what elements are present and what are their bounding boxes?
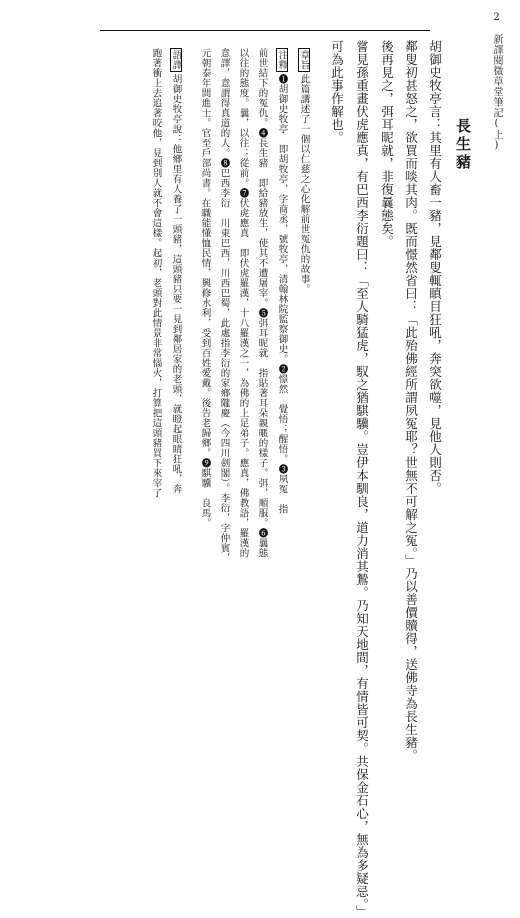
notes-line-3: 以往的態度。曩，以往；從前。❼伏虎應真 即伏虎羅漢，十八羅漢之一，為佛的上足弟子。應真，佛教語，羅漢的 bbox=[237, 48, 249, 558]
notes-tag: 注釋 bbox=[276, 50, 288, 70]
translation-tag: 語譯 bbox=[170, 50, 182, 70]
notes-block bbox=[276, 48, 288, 514]
header-rule bbox=[100, 30, 430, 31]
notes-line-5: 元朝泰年間進士。官至戶部尚書。在職能懂恤民情，興修水利，受到百姓愛戴。後告老歸鄉。❾騏驥 良馬。 bbox=[199, 48, 211, 528]
notes-line-2: 前世結下的冤仇。❹長生豬 即給豬放生，使其不遭屠宰。❺弭耳昵就 指貼著耳朵親暱的樣子。弭，順服。❻曩態 bbox=[256, 48, 268, 558]
story-paragraph-1: 胡御史牧亭言：其里有人畜一豬，見鄰叟輒瞋目狂吼，奔突欲噬，見他人則否。 bbox=[427, 40, 443, 495]
story-paragraph-5: 可為此事作解也。 bbox=[329, 40, 345, 144]
summary-text: 此篇講述了一個以仁慈之心化解前世冤仇的故事。 bbox=[298, 74, 310, 294]
notes-line-4: 意譯，意謂得真道的人。❽巴西李衍 川東巴西，川西巴蜀，此處指李衍的家鄉隴慶（今四川劍閣）。李衍，字仲賓， bbox=[218, 48, 230, 564]
story-title: 長生豬 bbox=[454, 118, 472, 172]
story-paragraph-3: 後再見之，弭耳昵就，非復曩態矣。 bbox=[379, 40, 395, 248]
translation-line-1: 胡御史牧亭說：他鄉里有人養了一頭豬，這頭豬只要一見到鄰居家的老頭，就瞪起眼睛狂吼，奔 bbox=[170, 74, 182, 494]
summary-block bbox=[298, 48, 310, 294]
translation-line-2: 跑著衝上去追著咬他，見到別人就不會這樣。起初，老頭對此情景非常惱火，打算把這頭豬買下來宰了 bbox=[150, 48, 162, 498]
translation-block bbox=[170, 48, 182, 494]
notes-line-1: ❶胡御史牧亭 即胡牧亭，字商丞，號牧亭，清翰林院監察御史。❷憬然 覺悟；醒悟。❸夙冤 指 bbox=[276, 74, 288, 514]
page-number: 2 bbox=[491, 12, 502, 24]
story-paragraph-2: 鄰叟初甚怒之，欲買而啖其肉。既而憬然省曰：「此殆佛經所謂夙冤耶？世無不可解之冤。」乃以善價贖得，送佛寺為長生豬。 bbox=[403, 40, 419, 762]
summary-tag: 章旨 bbox=[298, 50, 310, 70]
running-title: 新譯閱微草堂筆記(上) bbox=[491, 34, 502, 152]
story-paragraph-4: 嘗見孫重畫伏虎應真，有巴西李衍題曰：「至人騎猛虎，馭之猶騏驥。豈伊本馴良，道力消其鷙。乃知天地間，有情皆可契。共保金石心，無為多疑忌。」 bbox=[354, 40, 370, 918]
